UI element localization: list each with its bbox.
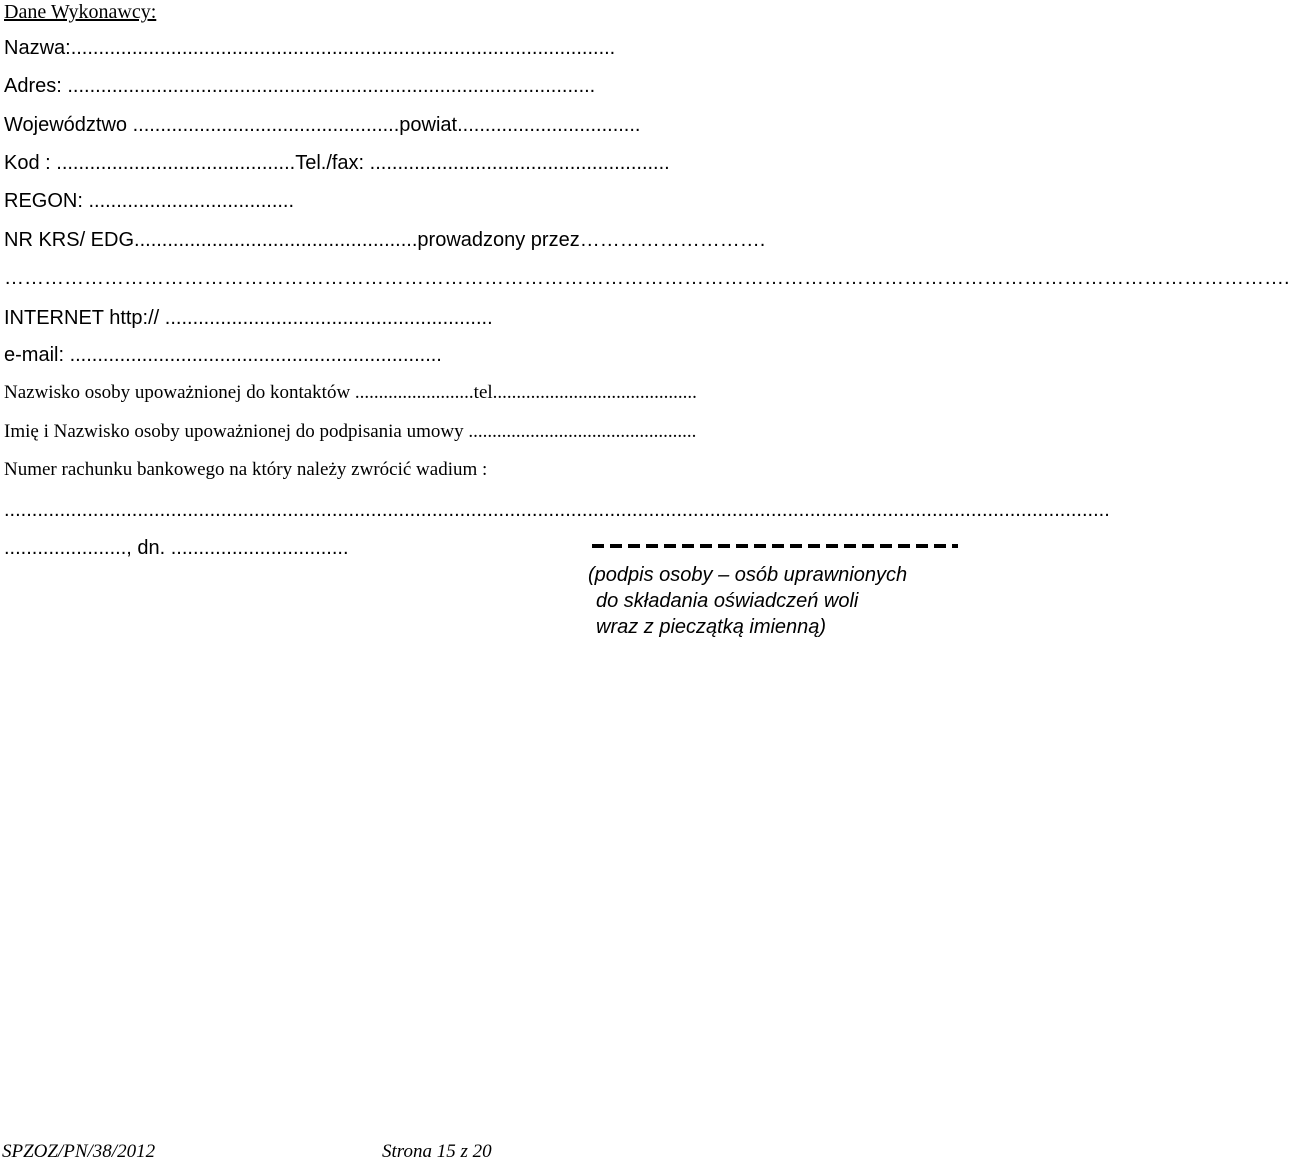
- regon-field[interactable]: REGON: .....................................: [4, 190, 295, 212]
- krs-field[interactable]: NR KRS/ EDG...................................................prowadzony przez……………………….: [4, 229, 766, 251]
- nazwa-field[interactable]: Nazwa:..................................................................................................: [4, 37, 616, 59]
- footer-page-number: Strona 15 z 20: [382, 1141, 492, 1162]
- email-field[interactable]: e-mail: ...................................................................: [4, 344, 442, 366]
- place-date-field[interactable]: ......................, dn. ................................: [4, 537, 349, 559]
- signature-caption-line1: (podpis osoby – osób uprawnionych: [588, 564, 908, 586]
- internet-field[interactable]: INTERNET http:// ...........................................................: [4, 307, 493, 329]
- adres-field[interactable]: Adres: ...............................................................................................: [4, 75, 596, 97]
- footer-doc-id: SPZOZ/PN/38/2012: [2, 1141, 156, 1162]
- signature-line[interactable]: [592, 544, 958, 548]
- contact-person-field[interactable]: Nazwisko osoby upoważnionej do kontaktów .........................tel...........................................: [4, 382, 697, 403]
- wojewodztwo-powiat-field[interactable]: Województwo ................................................powiat.................................: [4, 114, 641, 136]
- form-title: Dane Wykonawcy:: [4, 1, 157, 23]
- krs-continuation-field[interactable]: ………………………………………………………………………………………………………………………………………………………………………….: [4, 267, 1290, 289]
- signature-caption-line3: wraz z pieczątką imienną): [596, 616, 827, 638]
- signatory-name-field[interactable]: Imię i Nazwisko osoby upoważnionej do podpisania umowy ................................................: [4, 421, 697, 442]
- bank-account-label: Numer rachunku bankowego na który należy zwrócić wadium :: [4, 459, 488, 480]
- kod-tel-fax-field[interactable]: Kod : ...........................................Tel./fax: ......................................................: [4, 152, 670, 174]
- bank-account-field[interactable]: .......................................................................................................................................................................................................: [4, 499, 1110, 521]
- signature-caption-line2: do składania oświadczeń woli: [596, 590, 859, 612]
